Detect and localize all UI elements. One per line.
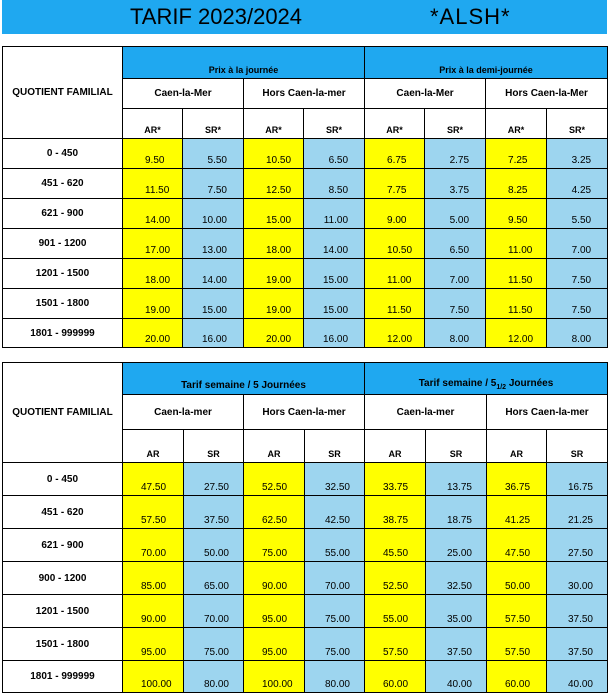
price-cell-sr: 4.25 [547, 169, 608, 199]
price-cell-sr: 65.00 [184, 562, 244, 595]
column-header-ar: AR [123, 430, 184, 463]
subgroup-header: Caen-la-Mer [365, 79, 486, 109]
table-row [3, 595, 608, 628]
column-header-ar: AR [487, 430, 547, 463]
price-cell-sr: 3.25 [547, 139, 608, 169]
table-row [3, 529, 608, 562]
price-cell-sr: 37.50 [426, 628, 487, 661]
price-cell-sr: 15.00 [304, 259, 365, 289]
price-cell-ar: 90.00 [123, 595, 184, 628]
price-cell-sr: 37.50 [547, 628, 608, 661]
price-cell-sr: 16.75 [547, 463, 608, 496]
price-cell-sr: 15.00 [183, 289, 244, 319]
quotient-range-label: 621 - 900 [3, 529, 123, 562]
price-cell-sr: 40.00 [426, 661, 487, 693]
price-cell-ar: 75.00 [244, 529, 305, 562]
price-cell-ar: 12.50 [244, 169, 304, 199]
table-row [3, 229, 608, 259]
price-cell-ar: 19.00 [123, 289, 183, 319]
price-cell-sr: 10.00 [183, 199, 244, 229]
price-cell-ar: 11.50 [486, 289, 547, 319]
price-cell-sr: 21.25 [547, 496, 608, 529]
price-cell-ar: 45.50 [365, 529, 426, 562]
price-cell-sr: 42.50 [305, 496, 365, 529]
price-cell-ar: 17.00 [123, 229, 183, 259]
price-cell-sr: 18.75 [426, 496, 487, 529]
daily-rate-table [2, 46, 608, 348]
column-header-ar: AR* [486, 109, 547, 139]
price-cell-sr: 5.50 [183, 139, 244, 169]
price-cell-sr: 8.00 [425, 319, 486, 348]
column-header-sr: SR [547, 430, 608, 463]
column-header-sr: SR [426, 430, 487, 463]
price-cell-ar: 11.50 [486, 259, 547, 289]
price-cell-ar: 19.00 [244, 259, 304, 289]
group-header-week-5-half-days-label: Tarif semaine / 5 [418, 378, 497, 389]
subgroup-header: Caen-la-mer [365, 395, 487, 430]
quotient-familial-header: QUOTIENT FAMILIAL [3, 47, 123, 139]
price-cell-sr: 7.50 [183, 169, 244, 199]
price-cell-ar: 19.00 [244, 289, 304, 319]
table-row [3, 259, 608, 289]
price-cell-sr: 7.00 [425, 259, 486, 289]
quotient-range-label: 451 - 620 [3, 169, 123, 199]
price-cell-ar: 10.50 [365, 229, 425, 259]
price-cell-ar: 57.50 [487, 595, 547, 628]
price-cell-sr: 80.00 [184, 661, 244, 693]
price-cell-ar: 95.00 [244, 628, 305, 661]
price-cell-ar: 95.00 [244, 595, 305, 628]
column-header-sr: SR* [304, 109, 365, 139]
price-cell-ar: 11.00 [365, 259, 425, 289]
column-header-ar: AR [244, 430, 305, 463]
group-header-half-day: Prix à la demi-journée [365, 47, 608, 79]
table-row [3, 628, 608, 661]
price-cell-sr: 37.50 [184, 496, 244, 529]
price-cell-sr: 37.50 [547, 595, 608, 628]
page-subtitle: *ALSH* [430, 4, 511, 29]
price-cell-ar: 11.50 [365, 289, 425, 319]
price-cell-ar: 90.00 [244, 562, 305, 595]
subgroup-header: Caen-la-mer [123, 395, 244, 430]
column-header-ar: AR* [123, 109, 183, 139]
price-cell-sr: 7.50 [547, 289, 608, 319]
price-cell-sr: 70.00 [184, 595, 244, 628]
price-cell-sr: 13.75 [426, 463, 487, 496]
subgroup-header: Hors Caen-la-Mer [486, 79, 608, 109]
group-header-week-5-half-days [365, 363, 608, 395]
price-cell-sr: 50.00 [184, 529, 244, 562]
price-cell-ar: 15.00 [244, 199, 304, 229]
price-cell-sr: 75.00 [184, 628, 244, 661]
table-row [3, 562, 608, 595]
weekly-rate-table [2, 362, 608, 693]
column-header-ar: AR [365, 430, 426, 463]
subgroup-header: Hors Caen-la-mer [244, 395, 365, 430]
price-cell-sr: 13.00 [183, 229, 244, 259]
quotient-range-label: 1801 - 999999 [3, 661, 123, 693]
price-cell-ar: 6.75 [365, 139, 425, 169]
column-header-sr: SR* [547, 109, 608, 139]
price-cell-sr: 40.00 [547, 661, 608, 693]
column-header-ar: AR* [365, 109, 425, 139]
price-cell-ar: 7.25 [486, 139, 547, 169]
price-cell-ar: 10.50 [244, 139, 304, 169]
price-cell-ar: 55.00 [365, 595, 426, 628]
price-cell-sr: 25.00 [426, 529, 487, 562]
price-cell-sr: 30.00 [547, 562, 608, 595]
column-header-ar: AR* [244, 109, 304, 139]
price-cell-ar: 20.00 [244, 319, 304, 348]
price-cell-ar: 18.00 [244, 229, 304, 259]
price-cell-sr: 6.50 [304, 139, 365, 169]
price-cell-sr: 14.00 [183, 259, 244, 289]
price-cell-ar: 12.00 [486, 319, 547, 348]
price-cell-ar: 57.50 [365, 628, 426, 661]
price-cell-ar: 57.50 [487, 628, 547, 661]
column-header-sr: SR* [183, 109, 244, 139]
price-cell-sr: 14.00 [304, 229, 365, 259]
price-cell-sr: 32.50 [426, 562, 487, 595]
price-cell-ar: 12.00 [365, 319, 425, 348]
price-cell-ar: 36.75 [487, 463, 547, 496]
quotient-range-label: 1801 - 999999 [3, 319, 123, 348]
price-cell-sr: 7.50 [425, 289, 486, 319]
column-header-sr: SR [184, 430, 244, 463]
price-cell-sr: 16.00 [183, 319, 244, 348]
price-cell-ar: 9.50 [486, 199, 547, 229]
quotient-range-label: 1201 - 1500 [3, 595, 123, 628]
price-cell-ar: 11.00 [486, 229, 547, 259]
price-cell-sr: 5.00 [425, 199, 486, 229]
column-header-sr: SR [305, 430, 365, 463]
price-cell-sr: 7.00 [547, 229, 608, 259]
price-cell-sr: 16.00 [304, 319, 365, 348]
subgroup-header: Hors Caen-la-mer [244, 79, 365, 109]
price-cell-ar: 95.00 [123, 628, 184, 661]
subgroup-header: Caen-la-Mer [123, 79, 244, 109]
quotient-range-label: 901 - 1200 [3, 229, 123, 259]
price-cell-sr: 6.50 [425, 229, 486, 259]
price-cell-ar: 100.00 [123, 661, 184, 693]
table-row [3, 496, 608, 529]
table-row [3, 289, 608, 319]
group-header-week-5-days: Tarif semaine / 5 Journées [123, 363, 365, 395]
price-cell-sr: 11.00 [304, 199, 365, 229]
quotient-range-label: 1201 - 1500 [3, 259, 123, 289]
price-cell-ar: 70.00 [123, 529, 184, 562]
price-cell-sr: 8.00 [547, 319, 608, 348]
subgroup-header: Hors Caen-la-mer [487, 395, 608, 430]
table-row [3, 661, 608, 693]
table-row [3, 199, 608, 229]
price-cell-ar: 50.00 [487, 562, 547, 595]
price-cell-ar: 11.50 [123, 169, 183, 199]
fraction-half: 1/2 [496, 384, 507, 391]
price-cell-ar: 52.50 [244, 463, 305, 496]
price-cell-ar: 20.00 [123, 319, 183, 348]
price-cell-ar: 14.00 [123, 199, 183, 229]
price-cell-sr: 27.50 [184, 463, 244, 496]
price-cell-sr: 75.00 [305, 628, 365, 661]
quotient-familial-header: QUOTIENT FAMILIAL [3, 363, 123, 463]
quotient-range-label: 1501 - 1800 [3, 289, 123, 319]
price-cell-sr: 32.50 [305, 463, 365, 496]
price-cell-ar: 52.50 [365, 562, 426, 595]
table-row [3, 139, 608, 169]
quotient-range-label: 0 - 450 [3, 139, 123, 169]
quotient-range-label: 0 - 450 [3, 463, 123, 496]
price-cell-sr: 35.00 [426, 595, 487, 628]
price-cell-sr: 15.00 [304, 289, 365, 319]
group-header-suffix: Journées [506, 378, 554, 389]
price-cell-ar: 41.25 [487, 496, 547, 529]
price-cell-ar: 38.75 [365, 496, 426, 529]
page-title: TARIF 2023/2024 [130, 4, 303, 29]
column-header-sr: SR* [425, 109, 486, 139]
price-cell-ar: 8.25 [486, 169, 547, 199]
price-cell-sr: 70.00 [305, 562, 365, 595]
quotient-range-label: 451 - 620 [3, 496, 123, 529]
price-cell-ar: 33.75 [365, 463, 426, 496]
price-cell-ar: 60.00 [365, 661, 426, 693]
price-cell-ar: 85.00 [123, 562, 184, 595]
price-cell-sr: 5.50 [547, 199, 608, 229]
price-cell-sr: 3.75 [425, 169, 486, 199]
price-cell-ar: 7.75 [365, 169, 425, 199]
table-row [3, 463, 608, 496]
price-cell-ar: 62.50 [244, 496, 305, 529]
price-cell-ar: 18.00 [123, 259, 183, 289]
price-cell-sr: 75.00 [305, 595, 365, 628]
price-cell-sr: 2.75 [425, 139, 486, 169]
price-cell-ar: 9.50 [123, 139, 183, 169]
price-cell-sr: 27.50 [547, 529, 608, 562]
price-cell-ar: 47.50 [487, 529, 547, 562]
title-banner [2, 0, 607, 34]
price-cell-ar: 47.50 [123, 463, 184, 496]
price-cell-ar: 60.00 [487, 661, 547, 693]
price-cell-sr: 80.00 [305, 661, 365, 693]
quotient-range-label: 621 - 900 [3, 199, 123, 229]
price-cell-ar: 57.50 [123, 496, 184, 529]
table-row [3, 169, 608, 199]
table-row [3, 319, 608, 348]
group-header-daily: Prix à la journée [123, 47, 365, 79]
quotient-range-label: 1501 - 1800 [3, 628, 123, 661]
price-cell-ar: 100.00 [244, 661, 305, 693]
price-cell-sr: 8.50 [304, 169, 365, 199]
price-cell-sr: 7.50 [547, 259, 608, 289]
quotient-range-label: 900 - 1200 [3, 562, 123, 595]
price-cell-ar: 9.00 [365, 199, 425, 229]
price-cell-sr: 55.00 [305, 529, 365, 562]
